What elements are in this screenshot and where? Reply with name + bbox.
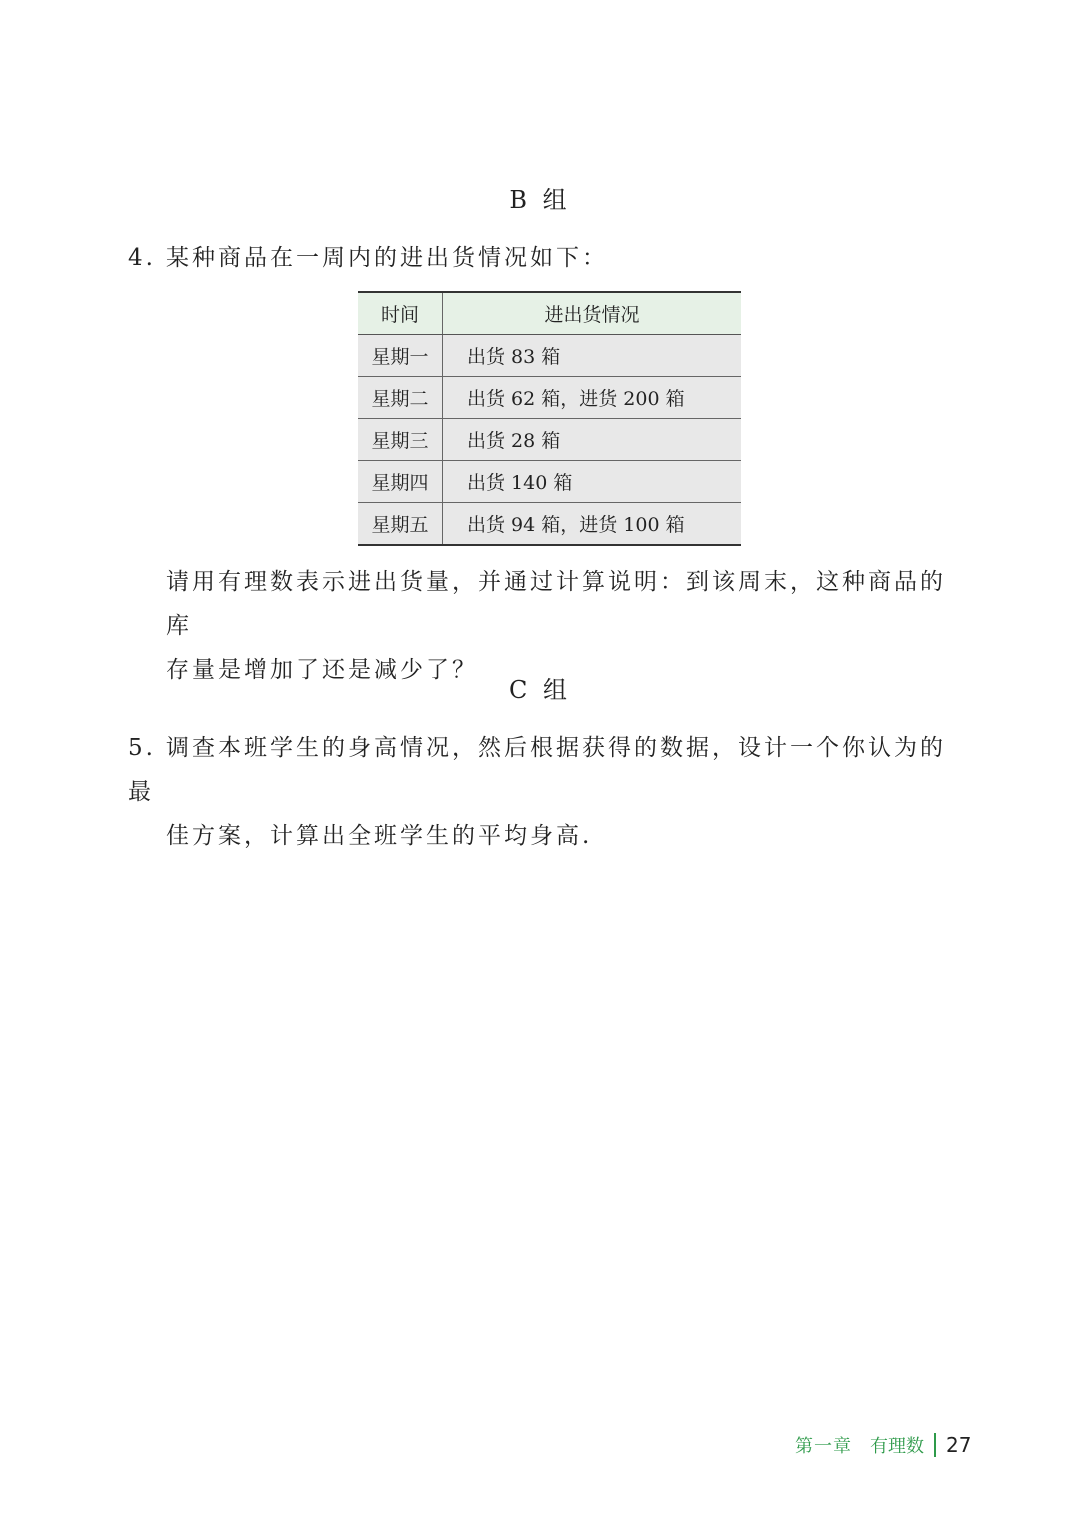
table-row xyxy=(358,335,741,377)
problem-4-number: 4. xyxy=(128,245,156,271)
row-status: 出货 140 箱 xyxy=(443,461,742,503)
row-day: 星期五 xyxy=(358,503,443,546)
header-time: 时间 xyxy=(358,292,443,335)
page-number: 27 xyxy=(946,1433,972,1457)
table-row xyxy=(358,419,741,461)
footer-chapter: 第一章 xyxy=(795,1436,852,1457)
row-status: 出货 94 箱，进货 100 箱 xyxy=(443,503,742,546)
problem-5-line-1: 调查本班学生的身高情况，然后根据获得的数据，设计一个你认为的最 xyxy=(128,735,946,805)
stock-table xyxy=(358,291,741,546)
row-day: 星期一 xyxy=(358,335,443,377)
section-c-heading: C 组 xyxy=(509,676,571,704)
row-status: 出货 83 箱 xyxy=(443,335,742,377)
row-day: 星期三 xyxy=(358,419,443,461)
table-row xyxy=(358,503,741,546)
row-day: 星期四 xyxy=(358,461,443,503)
table-row xyxy=(358,377,741,419)
followup-line-2: 存量是增加了还是减少了？ xyxy=(166,657,478,683)
row-status: 出货 62 箱，进货 200 箱 xyxy=(443,377,742,419)
problem-5-number: 5. xyxy=(128,735,156,761)
problem-5 xyxy=(128,726,948,858)
footer-chapter-name: 有理数 xyxy=(870,1436,924,1457)
table-row xyxy=(358,461,741,503)
problem-4-text: 某种商品在一周内的进出货情况如下： xyxy=(166,245,608,271)
table-header-row xyxy=(358,292,741,335)
problem-5-line-2: 佳方案，计算出全班学生的平均身高. xyxy=(166,823,593,849)
followup-line-1: 请用有理数表示进出货量，并通过计算说明：到该周末，这种商品的库 xyxy=(166,569,946,639)
footer-divider xyxy=(934,1433,936,1457)
page-footer xyxy=(795,1430,971,1460)
problem-4 xyxy=(128,236,948,280)
row-status: 出货 28 箱 xyxy=(443,419,742,461)
row-day: 星期二 xyxy=(358,377,443,419)
section-b-heading: B 组 xyxy=(509,186,571,214)
header-status: 进出货情况 xyxy=(443,292,742,335)
